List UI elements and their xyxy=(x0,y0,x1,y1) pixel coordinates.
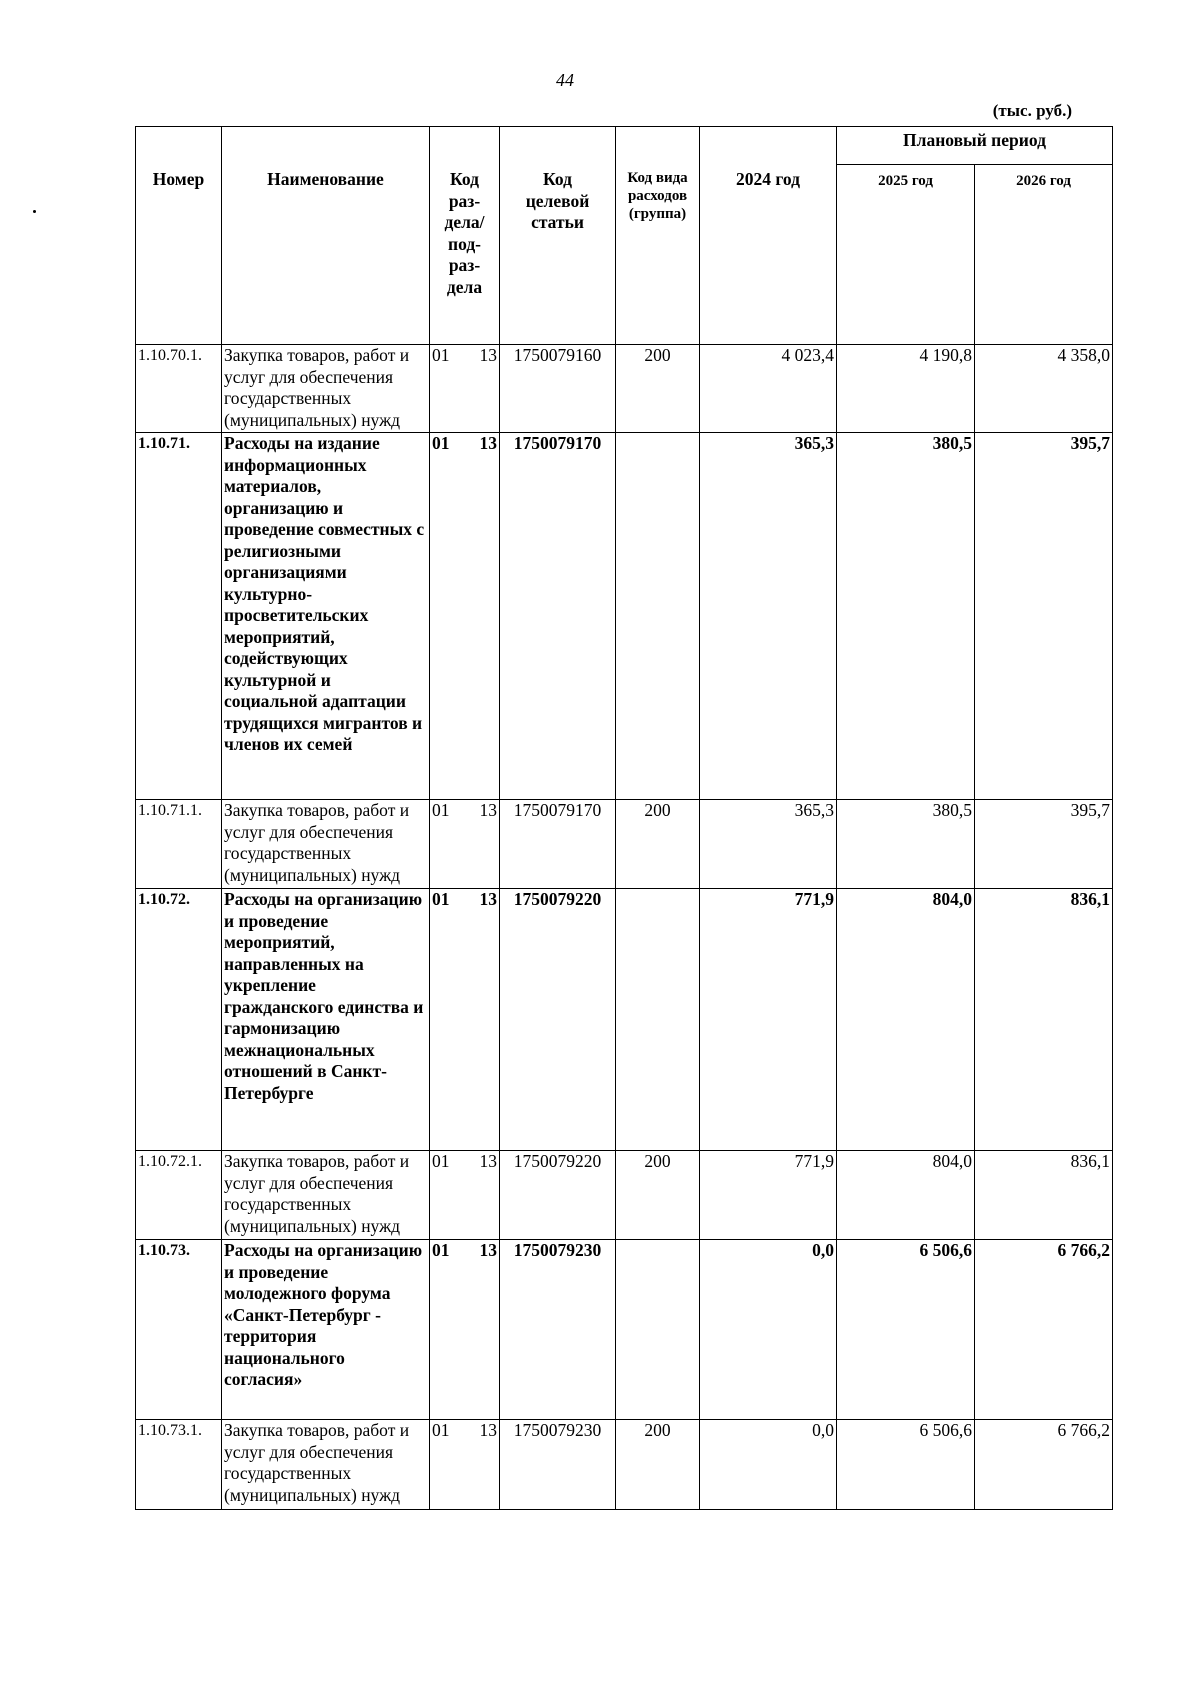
table-row xyxy=(136,889,1113,1151)
row-value-2025: 4 190,8 xyxy=(837,345,975,433)
row-target-code: 1750079230 xyxy=(500,1240,616,1420)
target-code-line: Код xyxy=(543,169,572,189)
table-row xyxy=(136,433,1113,800)
section-code-line: Код xyxy=(450,169,479,189)
row-value-2026: 4 358,0 xyxy=(975,345,1113,433)
row-name: Расходы на издание информационных материалов, организацию и проведение совместных с религиозными организациями культурно-просветительских мероприятий, содействующих культурной и социальной адаптации трудящихся мигрантов и членов их семей xyxy=(222,433,430,800)
table-row xyxy=(136,1420,1113,1510)
section: 01 xyxy=(432,345,450,365)
row-target-code: 1750079170 xyxy=(500,800,616,889)
expense-type-line: расходов xyxy=(627,188,688,204)
section: 01 xyxy=(432,1240,450,1260)
row-value-2024: 771,9 xyxy=(700,889,837,1151)
header-year-2024: 2024 год xyxy=(700,127,837,345)
subsection: 13 xyxy=(479,800,497,820)
expense-type-line: (группа) xyxy=(628,206,687,222)
row-value-2024: 365,3 xyxy=(700,800,837,889)
table-row xyxy=(136,1240,1113,1420)
section-code-line: раз- xyxy=(448,255,481,275)
row-name: Закупка товаров, работ и услуг для обеспечения государственных (муниципальных) нужд xyxy=(222,1151,430,1240)
row-value-2025: 380,5 xyxy=(837,433,975,800)
header-target-code xyxy=(500,127,616,345)
row-expense-type: 200 xyxy=(616,800,700,889)
header-number: Номер xyxy=(136,127,222,345)
subsection: 13 xyxy=(479,889,497,909)
row-section-code xyxy=(430,1240,500,1420)
row-value-2026: 6 766,2 xyxy=(975,1420,1113,1510)
units-label: (тыс. руб.) xyxy=(992,101,1072,120)
row-number: 1.10.72. xyxy=(136,889,222,1151)
row-expense-type: 200 xyxy=(616,1151,700,1240)
row-name: Закупка товаров, работ и услуг для обеспечения государственных (муниципальных) нужд xyxy=(222,345,430,433)
row-value-2026: 836,1 xyxy=(975,889,1113,1151)
section: 01 xyxy=(432,1420,450,1440)
target-code-line: целевой xyxy=(525,190,590,211)
row-expense-type: 200 xyxy=(616,1420,700,1510)
row-value-2025: 804,0 xyxy=(837,889,975,1151)
row-section-code xyxy=(430,345,500,433)
budget-table xyxy=(135,126,1113,1510)
row-section-code xyxy=(430,1420,500,1510)
row-target-code: 1750079220 xyxy=(500,1151,616,1240)
page-number: 44 xyxy=(556,70,574,90)
row-value-2026: 395,7 xyxy=(975,800,1113,889)
row-value-2024: 771,9 xyxy=(700,1151,837,1240)
row-name: Расходы на организацию и проведение мероприятий, направленных на укрепление гражданского единства и гармонизацию межнациональных отношений в Санкт-Петербурге xyxy=(222,889,430,1151)
row-section-code xyxy=(430,889,500,1151)
row-value-2024: 4 023,4 xyxy=(700,345,837,433)
table-row xyxy=(136,800,1113,889)
expense-type-line: Код вида xyxy=(627,170,688,186)
row-value-2025: 380,5 xyxy=(837,800,975,889)
row-number: 1.10.72.1. xyxy=(136,1151,222,1240)
row-value-2024: 365,3 xyxy=(700,433,837,800)
row-value-2024: 0,0 xyxy=(700,1240,837,1420)
row-value-2024: 0,0 xyxy=(700,1420,837,1510)
section: 01 xyxy=(432,433,450,453)
row-value-2026: 395,7 xyxy=(975,433,1113,800)
row-expense-type xyxy=(616,433,700,800)
row-section-code xyxy=(430,800,500,889)
header-name: Наименование xyxy=(222,127,430,345)
row-target-code: 1750079230 xyxy=(500,1420,616,1510)
table-row xyxy=(136,1151,1113,1240)
section: 01 xyxy=(432,889,450,909)
row-expense-type xyxy=(616,1240,700,1420)
row-expense-type xyxy=(616,889,700,1151)
subsection: 13 xyxy=(479,433,497,453)
header-expense-type xyxy=(616,127,700,345)
row-number: 1.10.73. xyxy=(136,1240,222,1420)
table-row xyxy=(136,345,1113,433)
row-section-code xyxy=(430,433,500,800)
row-name: Закупка товаров, работ и услуг для обеспечения государственных (муниципальных) нужд xyxy=(222,800,430,889)
row-expense-type: 200 xyxy=(616,345,700,433)
header-year-2026: 2026 год xyxy=(975,165,1113,345)
subsection: 13 xyxy=(479,345,497,365)
scan-dot xyxy=(33,210,36,213)
section-code-line: дела xyxy=(446,276,483,297)
row-name: Расходы на организацию и проведение молодежного форума «Санкт-Петербург - территория национального согласия» xyxy=(222,1240,430,1420)
row-value-2026: 836,1 xyxy=(975,1151,1113,1240)
section-code-line: дела/ xyxy=(444,212,485,232)
section-code-line: раз- xyxy=(448,190,481,211)
row-number: 1.10.71.1. xyxy=(136,800,222,889)
row-value-2025: 6 506,6 xyxy=(837,1420,975,1510)
subsection: 13 xyxy=(479,1240,497,1260)
header-planned-period: Плановый период xyxy=(837,127,1113,165)
header-section-code xyxy=(430,127,500,345)
row-target-code: 1750079170 xyxy=(500,433,616,800)
section-code-line: под- xyxy=(447,233,481,254)
row-value-2025: 6 506,6 xyxy=(837,1240,975,1420)
header-year-2025: 2025 год xyxy=(837,165,975,345)
section: 01 xyxy=(432,800,450,820)
subsection: 13 xyxy=(479,1420,497,1440)
row-name: Закупка товаров, работ и услуг для обеспечения государственных (муниципальных) нужд xyxy=(222,1420,430,1510)
subsection: 13 xyxy=(479,1151,497,1171)
section: 01 xyxy=(432,1151,450,1171)
row-number: 1.10.71. xyxy=(136,433,222,800)
row-target-code: 1750079220 xyxy=(500,889,616,1151)
row-number: 1.10.73.1. xyxy=(136,1420,222,1510)
row-section-code xyxy=(430,1151,500,1240)
target-code-line: статьи xyxy=(531,212,584,232)
row-number: 1.10.70.1. xyxy=(136,345,222,433)
row-value-2025: 804,0 xyxy=(837,1151,975,1240)
row-value-2026: 6 766,2 xyxy=(975,1240,1113,1420)
row-target-code: 1750079160 xyxy=(500,345,616,433)
